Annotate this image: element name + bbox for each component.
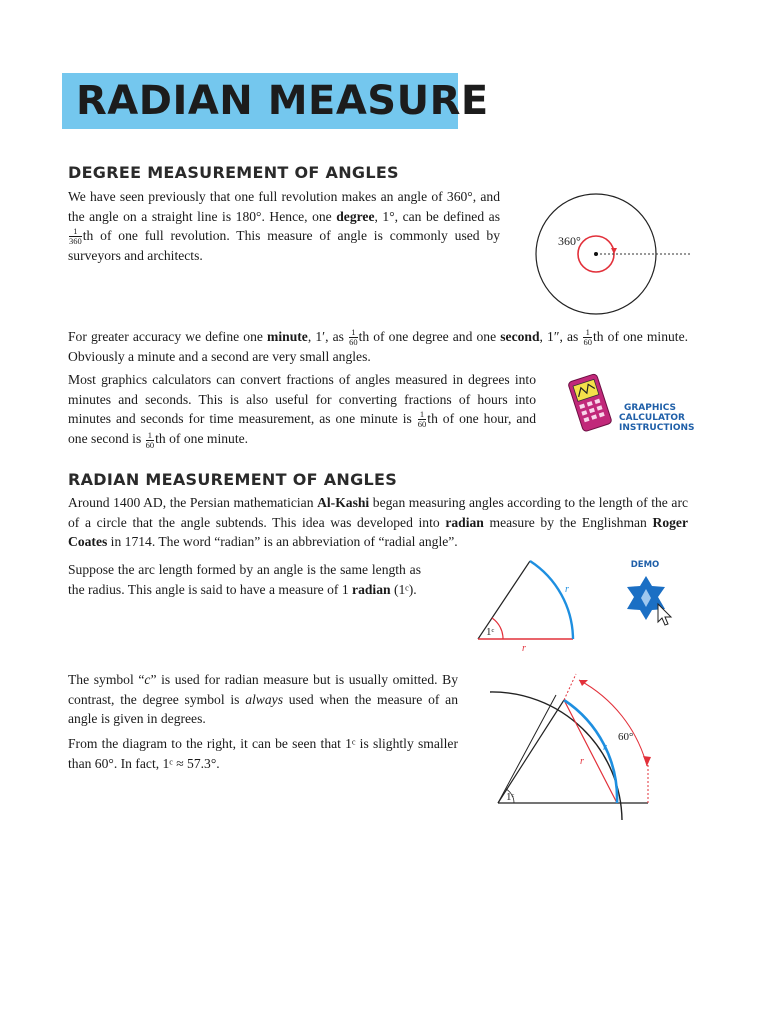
paragraph-radian-symbol: The symbol “c” is used for radian measure but is usually omitted. By contrast, the degree symbol is always used when the measure of an angle is given in degrees. bbox=[68, 672, 459, 726]
dotted-ext-1 bbox=[564, 674, 576, 700]
paragraph-minute-second: For greater accuracy we define one minute, 1′, as $\frac{1}{60}$ th of one degree and one second, 1″, as $\frac{1}{60}$ th of one minute. Obviously a minute and a second are very small angles. bbox=[68, 327, 689, 365]
paragraph-radian-history: Around 1400 AD, the Persian mathematician Al-Kashi began measuring angles according to the length of the arc of a circle that the angle subtends. This idea was developed into radian measure by the Englishman Roger Coates in 1714. The word “radian” is an abbreviation of “radial angle”. bbox=[68, 495, 688, 549]
arrow-head bbox=[611, 248, 617, 254]
one-radian-diagram bbox=[470, 555, 590, 655]
page-title-banner bbox=[62, 73, 489, 129]
page-title: RADIAN MEASURE bbox=[76, 78, 489, 124]
fraction-1-60: $\frac{1}{60}$ bbox=[349, 327, 358, 348]
label-60: 60° bbox=[618, 731, 634, 743]
paragraph-radian-vs-degree: From the diagram to the right, it can be seen that 1ᶜ is slightly smaller than 60°. In fact, 1ᶜ ≈ 57.3°. bbox=[68, 736, 458, 771]
arc-length bbox=[530, 561, 573, 639]
paragraph-degree-intro: We have seen previously that one full revolution makes an angle of 360°, and the angle on a straight line is 180°. Hence, one degree, 1°, can be defined as $\frac{1}{360}$ th of one full revolution. This measure of angle is commonly used by surveyors and architects. bbox=[68, 189, 500, 264]
paragraph-calculator: Most graphics calculators can convert fractions of angles measured in degrees into minutes and seconds. This is also useful for converting fractions of hours into minutes and seconds for time measurement, as one minute is $\frac{1}{60}$ th of one hour, and one second is $\frac{1}{60}$ th of one minute. bbox=[68, 372, 536, 450]
fraction-1-60: $\frac{1}{60}$ bbox=[417, 409, 427, 430]
label-r-base: r bbox=[522, 643, 526, 654]
label-r-arc: r bbox=[565, 584, 569, 595]
section-heading-degree: DEGREE MEASUREMENT OF ANGLES bbox=[68, 163, 399, 182]
demo-label: DEMO bbox=[630, 560, 660, 570]
full-revolution-diagram bbox=[530, 188, 692, 318]
radius-60 bbox=[498, 700, 564, 803]
center-point bbox=[594, 252, 598, 256]
label-1c: 1ᶜ bbox=[486, 626, 495, 638]
label-r-red: r bbox=[580, 756, 584, 767]
fraction-1-360: $\frac{1}{360}$ bbox=[69, 226, 82, 247]
label-1c-small: 1ᶜ bbox=[506, 791, 515, 803]
calculator-instructions-label: GRAPHICS CALCULATOR INSTRUCTIONS bbox=[619, 403, 695, 433]
label-r-blue: r bbox=[603, 742, 607, 753]
arrow-head bbox=[579, 680, 588, 686]
section-heading-radian: RADIAN MEASUREMENT OF ANGLES bbox=[68, 470, 398, 489]
graphics-calculator-link[interactable] bbox=[563, 371, 695, 437]
snowflake-demo-icon bbox=[620, 570, 676, 626]
radius-1c bbox=[498, 695, 556, 803]
paragraph-radian-definition: Suppose the arc length formed by an angle is the same length as the radius. This angle is said to have a measure of 1 radian (1ᶜ). bbox=[68, 562, 421, 597]
radian-vs-60-degree-diagram bbox=[490, 670, 670, 820]
calculator-icon bbox=[563, 371, 619, 435]
demo-link[interactable] bbox=[620, 560, 676, 626]
chord-r bbox=[564, 700, 617, 803]
arrow-head bbox=[643, 756, 651, 766]
fraction-1-60: $\frac{1}{60}$ bbox=[145, 429, 155, 450]
label-360: 360° bbox=[558, 234, 581, 248]
fraction-1-60: $\frac{1}{60}$ bbox=[583, 327, 592, 348]
